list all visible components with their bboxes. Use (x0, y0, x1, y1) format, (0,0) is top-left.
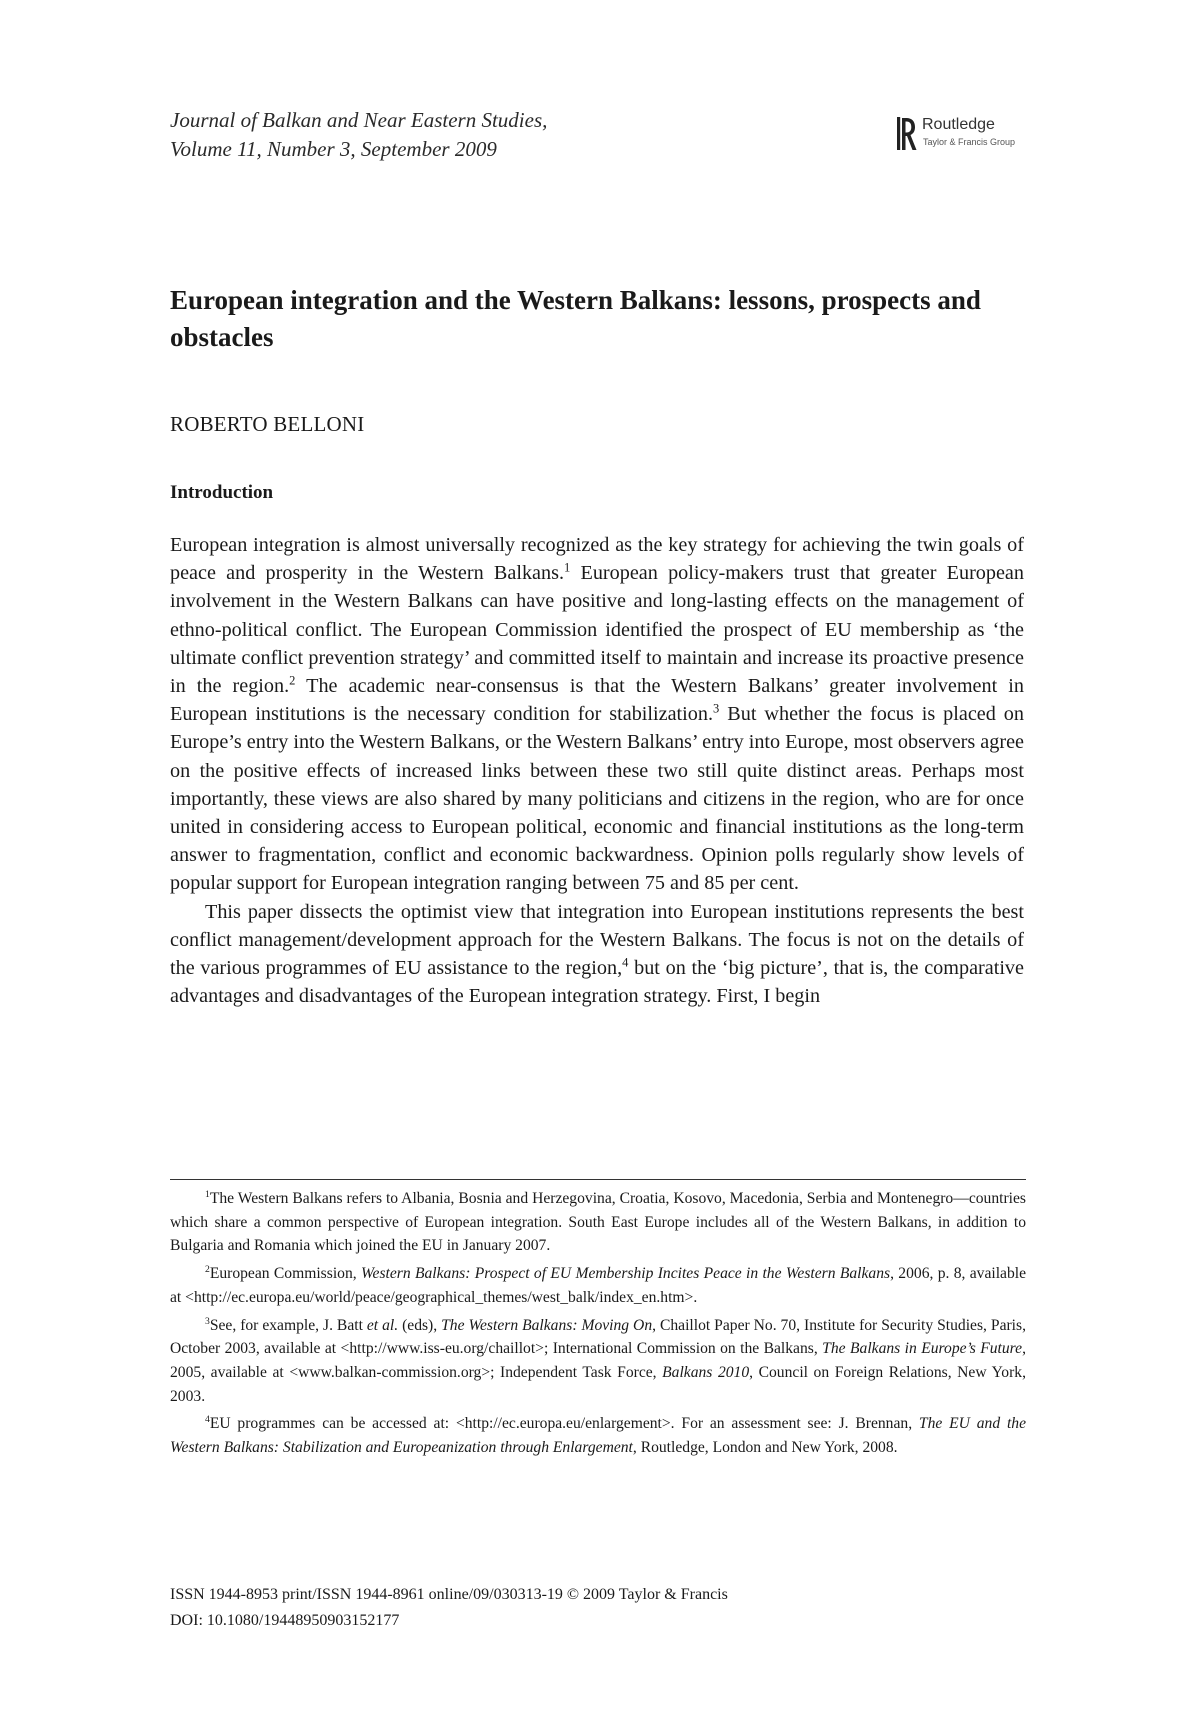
footnote: $^4$EU programmes can be accessed at: <http://ec.europa.eu/enlargement>. For an assessment see: J. Brennan, The EU and the Western Balkans: Stabilization and Europeanization through Enlargement, Routledge, London and New York, 2008. (170, 1414, 1026, 1457)
footnote-number: 3 (205, 1315, 210, 1327)
publisher-logo (897, 116, 1037, 152)
footnote-number: 4 (205, 1414, 210, 1426)
page-footer (170, 1582, 728, 1634)
journal-citation (170, 106, 730, 164)
footnote-divider (170, 1179, 1026, 1180)
routledge-logo-icon (897, 116, 917, 152)
footnote-ref: 2 (289, 673, 296, 688)
doi-line: DOI: 10.1080/19448950903152177 (170, 1612, 400, 1629)
footnote-number: 2 (205, 1263, 210, 1275)
article-title: European integration and the Western Balkans: lessons, prospects and obstacles (170, 285, 981, 352)
footnote-ref: 1 (564, 560, 571, 575)
footnotes (170, 1187, 1026, 1464)
footnote: $^1$The Western Balkans refers to Albania, Bosnia and Herzegovina, Croatia, Kosovo, Macedonia, Serbia and Montenegro—countries which share a common perspective of European integration. South East Europe includes all of the Western Balkans, in addition to Bulgaria and Romania which joined the EU in January 2007. (170, 1188, 1026, 1255)
article-author: ROBERTO BELLONI (170, 412, 365, 436)
journal-name: Journal of Balkan and Near Eastern Studies, (170, 108, 548, 132)
publisher-group: Taylor & Francis Group (923, 137, 1016, 147)
footnote-ref: 4 (622, 955, 629, 970)
issn-line: ISSN 1944-8953 print/ISSN 1944-8961 online/09/030313-19 © 2009 Taylor & Francis (170, 1586, 728, 1603)
footnote: $^2$European Commission, Western Balkans: Prospect of EU Membership Incites Peace in the Western Balkans, 2006, p. 8, available at <http://ec.europa.eu/world/peace/geographical_themes/west_balk/index_en.htm>. (170, 1263, 1027, 1306)
footnote: $^3$See, for example, J. Batt et al. (eds), The Western Balkans: Moving On, Chaillot Paper No. 70, Institute for Security Studies, Paris, October 2003, available at <http://www.iss-eu.org/chaillot>; International Commission on the Balkans, The Balkans in Europe’s Future, 2005, available at <www.balkan-commission.org>; Independent Task Force, Balkans 2010, Council on Foreign Relations, New York, 2003. (170, 1315, 1026, 1405)
footnote-ref: 3 (713, 701, 720, 716)
publisher-name: Routledge (922, 116, 995, 133)
footnote-number: 1 (205, 1188, 210, 1200)
section-heading: Introduction (170, 482, 274, 503)
paragraph: European integration is almost universally recognized as the key strategy for achieving the twin goals of peace and prosperity in the Western Balkans.$^1$ European policy-makers trust that greater European involvement in the Western Balkans can have positive and long-lasting effects on the management of ethno-political conflict. The European Commission identified the prospect of EU membership as ‘the ultimate conflict prevention strategy’ and committed itself to maintain and increase its proactive presence in the region.$^2$ The academic near-consensus is that the Western Balkans’ greater involvement in European institutions is the necessary condition for stabilization.$^3$ But whether the focus is placed on Europe’s entry into the Western Balkans, or the Western Balkans’ entry into Europe, most observers agree on the positive effects of increased links between these two still quite distinct areas. Perhaps most importantly, these views are also shared by many politicians and citizens in the region, who are for once united in considering access to European political, economic and financial institutions as the long-term answer to fragmentation, conflict and economic backwardness. Opinion polls regularly show levels of popular support for European integration ranging between 75 and 85 per cent. (170, 534, 1024, 895)
body-text (170, 531, 1024, 1010)
journal-volume: Volume 11, Number 3, September 2009 (170, 137, 497, 161)
paragraph: This paper dissects the optimist view that integration into European institutions represents the best conflict management/development approach for the Western Balkans. The focus is not on the details of the various programmes of EU assistance to the region,$^4$ but on the ‘big picture’, that is, the comparative advantages and disadvantages of the European integration strategy. First, I begin (170, 900, 1024, 1008)
